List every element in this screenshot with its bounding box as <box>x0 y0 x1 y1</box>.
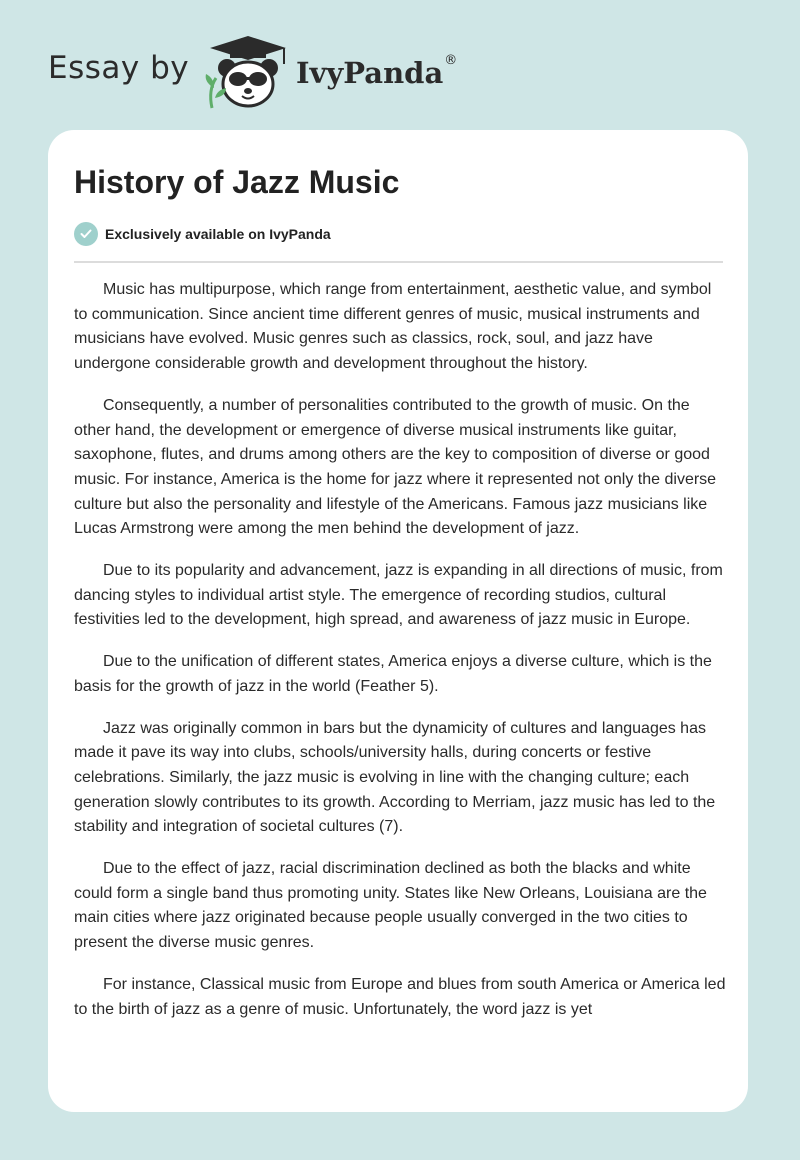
paragraph: Due to the unification of different states, America enjoys a diverse culture, which is the basis for the growth of jazz in the world (Feather 5). <box>74 653 712 695</box>
brand-name[interactable] <box>296 53 458 90</box>
essay-body <box>74 278 726 1039</box>
paragraph: Due to the effect of jazz, racial discrimination declined as both the blacks and white could form a single band thus promoting unity. States like New Orleans, Louisiana are the main cities where jazz originated because people usually converged in the two cities to present the diverse music genres. <box>74 860 707 952</box>
paragraph: Consequently, a number of personalities contributed to the growth of music. On the other hand, the development or emergence of diverse musical instruments like guitar, saxophone, flutes, and drums among others are the key to composition of diverse or good music. For instance, America is the home for jazz where it represented not only the diverse culture but also the personality and lifestyle of the Americans. Famous jazz musicians like Lucas Armstrong were among the men behind the development of jazz. <box>74 396 717 538</box>
essay-card <box>48 130 748 1112</box>
exclusive-badge-label: Exclusively available on IvyPanda <box>105 226 331 242</box>
exclusive-badge <box>74 222 331 246</box>
paragraph: Music has multipurpose, which range from entertainment, aesthetic value, and symbol to communication. Since ancient time different genres of music, musical instruments and musicians have evolved. Music genres such as classics, rock, soul, and jazz have undergone considerable growth and development throughout the history. <box>74 281 712 373</box>
essay-by-label: Essay by <box>48 50 190 86</box>
paragraph: Due to its popularity and advancement, jazz is expanding in all directions of music, from dancing styles to individual artist style. The emergence of recording studios, cultural festivities led to the development, high spread, and awareness of jazz music in Europe. <box>74 562 723 629</box>
paragraph: For instance, Classical music from Europe and blues from south America or America led to the birth of jazz as a genre of music. Unfortunately, the word jazz is yet <box>74 975 726 1018</box>
site-header <box>48 30 748 110</box>
panda-logo-icon[interactable] <box>202 34 294 110</box>
paragraph: Jazz was originally common in bars but the dynamicity of cultures and languages has made it pave its way into clubs, schools/university halls, during concerts or festive celebrations. Similarly, the jazz music is evolving in line with the changing culture; each generation slowly contributes to its growth. According to Merriam, jazz music has led to the stability and integration of societal cultures (7). <box>74 719 716 836</box>
page-title: History of Jazz Music <box>74 164 400 200</box>
brand-name-text: IvyPanda <box>296 56 444 90</box>
divider <box>74 261 723 263</box>
registered-mark: ® <box>444 53 458 68</box>
check-circle-icon <box>74 222 98 246</box>
